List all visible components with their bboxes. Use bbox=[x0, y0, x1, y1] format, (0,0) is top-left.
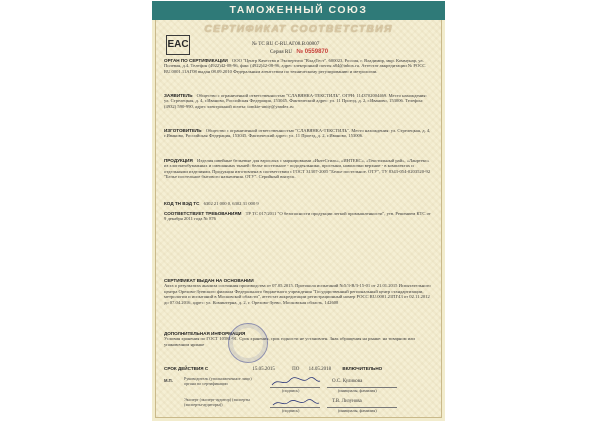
series-number: № 0559870 bbox=[296, 49, 329, 55]
head-name: О.С. Куликова bbox=[332, 379, 363, 384]
applicant-text: Общество с ограниченной ответственностью "СЛАВЯНКА-ТЕКСТИЛЬ". ОГРН: 1143702004469. Место нахождения: ул. Стрелецкая, д. 4, г.Иваново, Российская Федерация, 153045. Фактический адрес: ул. 11 Проезд, д. 2, г.Иваново, 153006. Телефон: (4932) 590-990, адрес электронной почты: tomkie-unity@yandex.ru bbox=[164, 93, 427, 109]
expert-name-hint: (инициалы, фамилия) bbox=[338, 408, 377, 413]
product-label: ПРОДУКЦИЯ bbox=[164, 158, 193, 163]
certificate-title: СЕРТИФИКАТ СООТВЕТСТВИЯ bbox=[204, 23, 393, 35]
requirements-label: СООТВЕТСТВУЕТ ТРЕБОВАНИЯМ bbox=[164, 211, 242, 216]
head-name-hint: (инициалы, фамилия) bbox=[338, 388, 377, 393]
basis-label: СЕРТИФИКАТ ВЫДАН НА ОСНОВАНИИ bbox=[164, 278, 254, 283]
tnved-label: КОД ТН ВЭД ТС bbox=[164, 201, 200, 206]
stamp-seal bbox=[228, 323, 268, 363]
product-section bbox=[164, 158, 432, 180]
maker-section bbox=[164, 128, 432, 139]
basis-text: Акта о результатах анализа состояния производства от 07.05.2015. Протокола испытаний №5/3-В/3-15-01 от 21.01.2015 Испытательного центра Орехово-Зуевского филиала Федерального бюджетного учреждения "Государственный региональный центр стандартизации, метрологии и испытаний в Московской области", аттестат аккредитации регистрационный номер РОСС RU.0001.21ПГ43 от 02.11.2012 до 07.04.2016, адрес: ул. Коминтерна, д. 2, г. Орехово-Зуево, Московская область, 142608 bbox=[164, 283, 431, 305]
eac-mark: EAC bbox=[166, 35, 190, 55]
maker-text: Общество с ограниченной ответственностью "СЛАВЯНКА-ТЕКСТИЛЬ". Место нахождения: ул. Стрелецкая, д. 4, г.Иваново, Российская Федерация, 153045. Фактический адрес: ул. 11 Проезд, д. 2, г.Иваново, 153006. bbox=[164, 128, 431, 139]
organ-label: ОРГАН ПО СЕРТИФИКАЦИИ bbox=[164, 58, 228, 63]
product-text: Изделия швейные бельевые для взрослых с маркировками «ИнтеСтиль», «ИНТЕКС», «Текстильный рай», «Ланртекс» из хлопчатобумажных и смешанных тканей: белье постельное - пододеяльники, простыни, наволочки верхние - в комплектах и отдельными изделиями. Продукция изготовлена в соответствии с ГОСТ 31307-2005 "Белье постельное. ОТУ", ТУ 8343-054-0203520-92 "Белье постельное бытового назначения. ОТУ". Серийный выпуск. bbox=[164, 158, 431, 180]
organ-section bbox=[164, 58, 432, 74]
requirements-section bbox=[164, 211, 432, 222]
extra-info-label: ДОПОЛНИТЕЛЬНАЯ ИНФОРМАЦИЯ bbox=[164, 331, 246, 336]
extra-info-text: Условия хранения по ГОСТ 10581-91. Срок хранения, срок годности не установлен. Знак обращения на рынке: на товарном или упаковочном ярлыке bbox=[164, 336, 415, 347]
applicant-section bbox=[164, 93, 432, 109]
validity-inclusive: ВКЛЮЧИТЕЛЬНО bbox=[342, 366, 383, 371]
expert-name: Т.В. Лизунова bbox=[332, 399, 362, 404]
customs-union-banner: ТАМОЖЕННЫЙ СОЮЗ bbox=[152, 1, 445, 20]
mp-label: М.П. bbox=[164, 378, 173, 383]
head-signature bbox=[270, 375, 322, 389]
expert-caption: Эксперт (эксперт-аудитор) (эксперты (эксперты-аудиторы)) bbox=[184, 397, 250, 407]
certificate-document bbox=[152, 1, 445, 421]
head-sig-hint: (подпись) bbox=[282, 388, 300, 393]
applicant-label: ЗАЯВИТЕЛЬ bbox=[164, 93, 193, 98]
tnved-section bbox=[164, 201, 432, 206]
maker-label: ИЗГОТОВИТЕЛЬ bbox=[164, 128, 202, 133]
requirements-text: ТР ТС 017/2011 "О безопасности продукции легкой промышленности", утв. Решением КТС от 9 декабря 2011 года № 876 bbox=[164, 211, 431, 222]
head-caption: Руководитель (уполномоченное лицо) органа по сертификации bbox=[184, 376, 252, 386]
validity-to-label: ПО bbox=[292, 367, 300, 372]
validity-label: СРОК ДЕЙСТВИЯ С bbox=[164, 366, 209, 371]
organ-text: ООО "Центр Качества и Экспертиза "ВладТест". 600023, Россия, г. Владимир, мкр. Коммунар, ул. Полевая, д.4. Телефон (4922)42-08-96, факс (4922)42-08-96, адрес электронной почты a84@inbox.ru. Аттестат аккредитации № РОСС RU.0001.11АГ08 выдан 08.09.2010 Федеральным агентством по техническому регулированию и метрологии. bbox=[164, 58, 426, 74]
certificate-series bbox=[270, 49, 328, 55]
extra-info-section bbox=[164, 331, 432, 347]
certificate-number: № ТС RU C-RU.АГ08.В.00807 bbox=[252, 41, 320, 47]
expert-sig-hint: (подпись) bbox=[282, 408, 300, 413]
validity-row bbox=[164, 366, 432, 372]
validity-from: 15.05.2015 bbox=[252, 367, 275, 372]
tnved-text: 6302 21 000 0, 6302 31 000 9 bbox=[203, 201, 259, 206]
basis-section bbox=[164, 278, 432, 305]
validity-to: 14.05.2018 bbox=[308, 367, 332, 372]
series-label: Серия RU bbox=[270, 49, 293, 55]
